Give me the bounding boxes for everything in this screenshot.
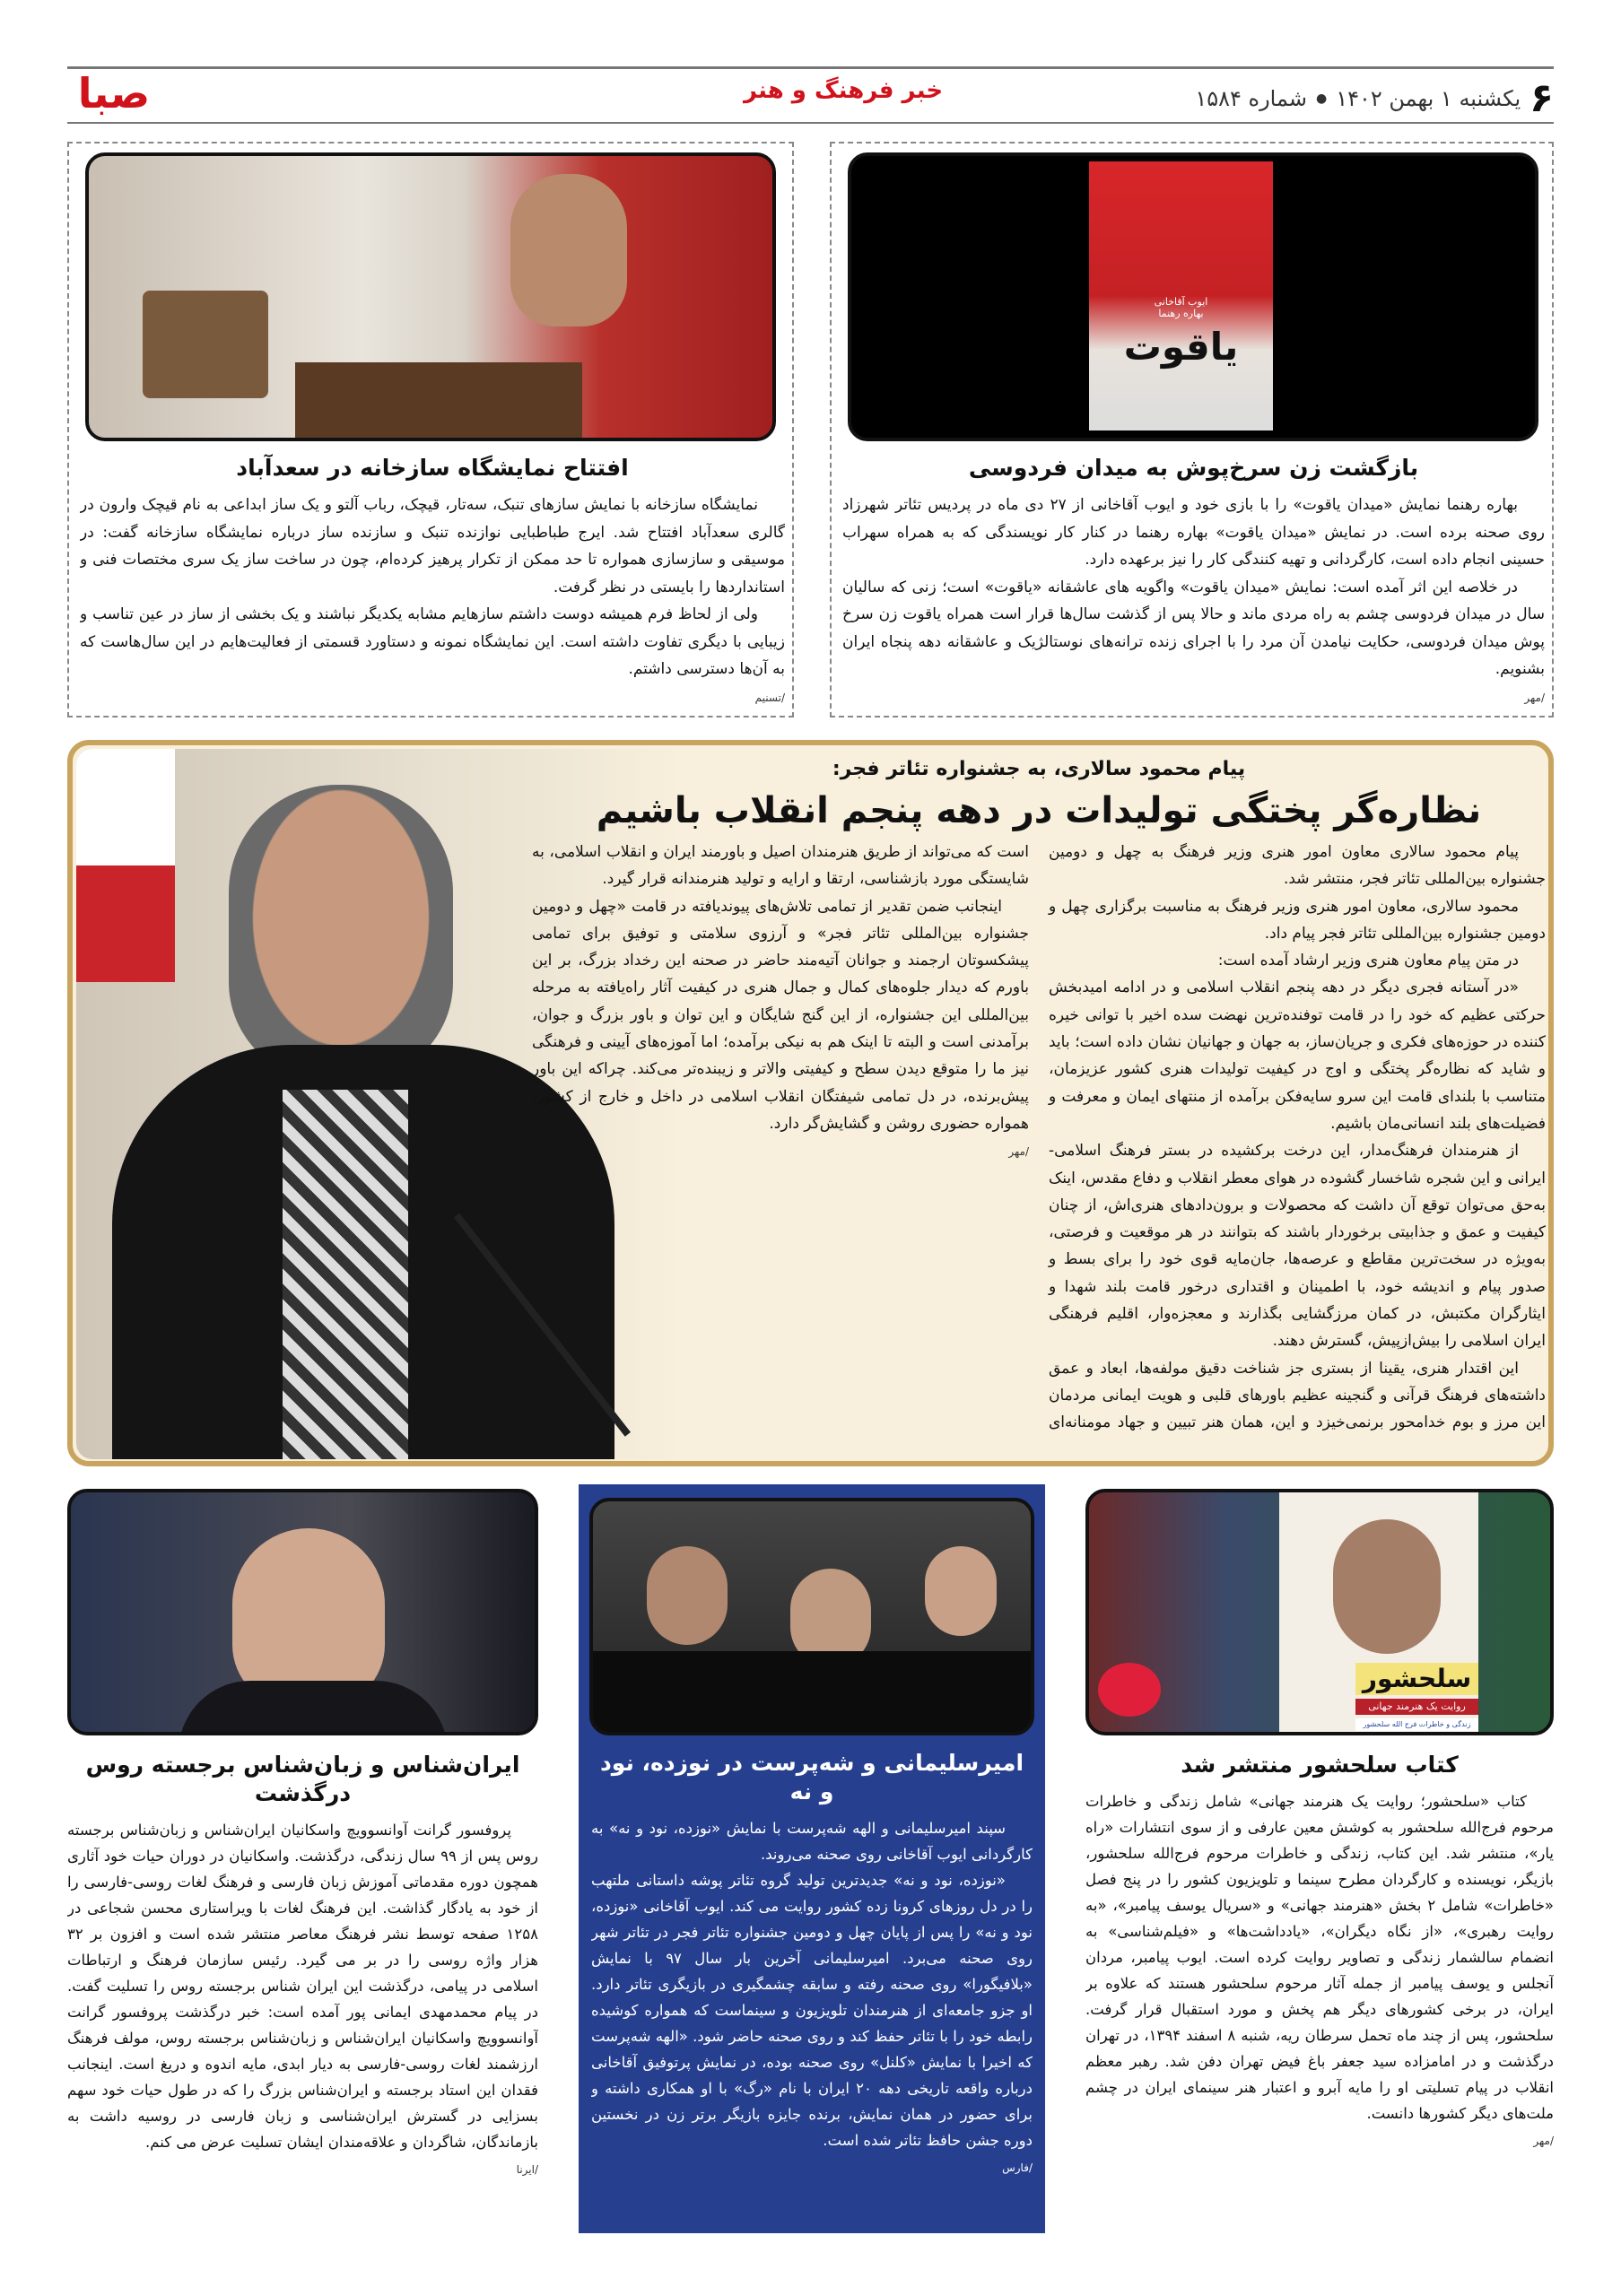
article-title: ایران‌شناس و زبان‌شناس برجسته روس درگذشت [85, 1752, 520, 1806]
actor-face-shape [925, 1546, 997, 1636]
poster-title: یاقوت [1123, 325, 1239, 369]
news-source: /مهر [1008, 1145, 1029, 1159]
paragraph: «در آستانه فجری دیگر در دهه پنجم انقلاب اسلامی و در ادامه امیدبخش حرکتی عظیم که خود را در قامت توفنده‌ترین نهضت سده اخیر با توانی خیره کننده در حوزه‌های فکری و جریان‌ساز، به جهان و جهانیان نشان داده است؛ باید و شاید که نظاره‌گر پختگی و اوج در کیفیت تولیدات هنری کشور عزیزمان، متناسب با بلندای قامت این سرو سایه‌فکن برآمده از منتهای ایمان و معرفت و فضیلت‌های بلند انسانی‌مان باشیم. [1049, 978, 1546, 1133]
article-body [80, 491, 785, 710]
news-source: /تسنیم [754, 691, 785, 704]
paragraph: محمود سالاری، معاون امور هنری وزیر فرهنگ به مناسبت برگزاری چهل و دومین جشنواره بین‌المللی تئاتر فجر پیام داد. [1049, 897, 1546, 943]
man-head-shape [510, 174, 627, 326]
cover-line: زندگی و خاطرات فرج الله سلحشور [1355, 1718, 1478, 1731]
feature-article [67, 740, 1554, 1466]
clothing-shape [593, 1651, 1031, 1732]
article-body [67, 1817, 538, 2231]
wooden-instrument-shape [295, 362, 582, 441]
paragraph: کتاب «سلحشور؛ روایت یک هنرمند جهانی» شامل زندگی و خاطرات مرحوم فرج‌الله سلحشور به کوشش معین عارفی و از سوی انتشارات «راه یار»، منتشر شد. این کتاب، زندگی و خاطرات مرحوم فرج‌الله سلحشور، بازیگر، نویسنده و کارگردان مطرح سینما و تلویزیون کشور را در پنج فصل «خاطرات» شامل ۲ بخش «هنرمند جهانی» و «سریال یوسف پیامبر»، «به روایت رهبری»، «از نگاه دیگران»، «یادداشت‌ها» و «فیلم‌شناسی» به انضمام سالشمار زندگی و تصاویر روایت کرده است. ایوب پیامبر، مردان آنجلس و یوسف پیامبر از جمله آثار مرحوم سلحشور هستند که علاوه بر ایران، در برخی کشورهای دیگر هم پخش و مورد استقبال قرار گرفت. سلحشور، پس از چند ماه تحمل سرطان ریه، شنبه ۸ اسفند ۱۳۹۴، در تهران درگذشت و در امامزاده سید جعفر باغ فیض تهران دفن شد. رهبر معظم انقلاب در پیام تسلیتی او را مایه آبرو و اعتبار هنر سینمای ایران در چشم ملت‌های دیگر کشورها دانست. [1085, 1793, 1554, 2122]
cover-face-shape [1333, 1519, 1441, 1654]
article-body [591, 1815, 1033, 2226]
article-title: بازگشت زن سرخ‌پوش به میدان فردوسی [968, 455, 1419, 481]
paragraph: بهاره رهنما نمایش «میدان یاقوت» را با بازی خود و ایوب آقاخانی از ۲۷ دی ماه در پردیس تئاتر شهرزاد روی صحنه برده است. در نمایش «میدان یاقوت» بهاره رهنما در کنار کار نویسندگی که به همراه سهراب حسینی انجام داده است، کارگردانی و تهیه کنندگی کار را نیز برعهده دارد. [842, 496, 1545, 569]
paragraph: نمایشگاه سازخانه با نمایش سازهای تنبک، سه‌تار، قیچک، رباب آلتو و یک ساز ابداعی به نام قیچک وارون در گالری سعدآباد افتتاح شد. ایرج طباطبایی نوازنده تنبک و سازنده ساز درباره نمایشگاه سازخانه گفت: در موسیقی و سازسازی همواره تا حد ممکن از تکرار پرهیز کرده‌ام، چون در ساخت ساز یک سری مختصات فنی و استانداردها را بایستی در نظر گرفت. [80, 496, 785, 596]
photo-actors [589, 1498, 1034, 1735]
paragraph: در متن پیام معاون هنری وزیر ارشاد آمده است: [1217, 952, 1519, 970]
header-bottom-rule [67, 122, 1554, 124]
poster-name: ایوب آقاخانی [1154, 296, 1208, 308]
article-nineteen [579, 1484, 1045, 2233]
photo-salahshoor-book [1085, 1489, 1554, 1735]
news-source: /مهر [1524, 691, 1545, 704]
article-title: افتتاح نمایشگاه سازخانه در سعدآباد [236, 455, 629, 481]
play-poster [1089, 161, 1273, 430]
paragraph: در خلاصه این اثر آمده است: نمایش «میدان یاقوت» واگویه های عاشقانه «یاقوت» است؛ زنی که سالیان سال در میدان فردوسی چشم به راه مردی ماند و حالا پس از گذشت سال‌ها قرار است همراه یاقوت زن سرخ پوش میدان فردوسی، حکایت نیامدن آن مرد را با اجرای زنده ترانه‌های نوستالژیک و عاشقانه دهه پنجاه ایران بشنویم. [842, 578, 1545, 678]
photo-sazkhaneh [85, 152, 776, 441]
article-yaghout [830, 142, 1554, 718]
suit-shape [179, 1681, 448, 1735]
man-head-shape [229, 785, 453, 1081]
issue-number: شماره ۱۵۸۴ [1195, 85, 1307, 111]
cover-subtitle: روایت یک هنرمند جهانی [1355, 1699, 1478, 1715]
header-top-rule [67, 66, 1554, 69]
article-body [1085, 1788, 1554, 2231]
photo-yaghout-poster [848, 152, 1538, 441]
flower-shape [1098, 1663, 1161, 1717]
issue-date: یکشنبه ۱ بهمن ۱۴۰۲ [1336, 85, 1521, 111]
section-title: خبر فرهنگ و هنر [743, 77, 944, 104]
header-dateline [1195, 75, 1554, 121]
paragraph: از هنرمندان فرهنگ‌مدار، این درخت برکشیده در بستر فرهنگ اسلامی-ایرانی و این شجره شاخسار گشوده در هوای معطر انقلاب و دفاع مقدس، اینک به‌حق می‌توان توقع آن داشت که محصولات و برون‌دادهای هنری‌اش، از چنان کیفیت و عمق و جذابیتی برخوردار باشند که بتوانند در هر موقعیت و فرصتی، به‌ویژه در سخت‌ترین مقاطع و عرصه‌ها، جان‌مایه قوی خود را برای بسط و صدور پیام و اندیشه خود، با اطمینان و اقتداری درخور قامت بلند شهدا و ایثارگران مکتبش، در کمان مرزگشایی بگذارند و معجزه‌وار، اقلیم فرهنگی ایران اسلامی را بیش‌از‌پیش، گسترش دهند. [1049, 1142, 1546, 1351]
paragraph: پیام محمود سالاری معاون امور هنری وزیر فرهنگ به چهل و دومین جشنواره بین‌المللی تئاتر فجر، منتشر شد. [1049, 843, 1546, 889]
instrument-shape [143, 291, 268, 398]
photo-iranologist [67, 1489, 538, 1735]
news-source: /فارس [1002, 2161, 1033, 2174]
feature-kicker: پیام محمود سالاری، به جشنواره تئاتر فجر: [832, 758, 1246, 780]
cover-title: سلحشور [1355, 1663, 1478, 1695]
sweater-pattern [283, 1090, 408, 1459]
poster-name: بهاره رهنما [1158, 308, 1204, 319]
flag-shape [76, 749, 175, 982]
paragraph: ولی از لحاظ فرم همیشه دوست داشتم سازهایم مشابه یکدیگر نباشند و یک بخشی از ساز در عین تناسب و زیبایی با دیگری تفاوت داشته است. این نمایشگاه نمونه و دستاورد قسمتی از فعالیت‌هایم در این سال‌هاست که به آن‌ها دسترسی داشتم. [80, 605, 785, 678]
article-body [842, 491, 1545, 710]
article-title: امیرسلیمانی و شه‌پرست در نوزده، نود و نه [599, 1750, 1024, 1805]
page-number: ۶ [1529, 75, 1554, 121]
feature-title: نظاره‌گر پختگی تولیدات در دهه پنجم انقلاب باشیم [596, 790, 1482, 831]
feature-body [532, 839, 1546, 1461]
paragraph: «نوزده، نود و نه» جدیدترین تولید گروه تئاتر پوشه داستانی ملتهب را در دل روزهای کرونا زده کشور روایت می کند. ایوب آقاخانی «نوزده، نود و نه» را پس از پایان چهل و دومین جشنواره تئاتر فجر در تئاتر شهر روی صحنه می‌برد. امیرسلیمانی آخرین بار سال ۹۷ با نمایش «بلافیگورا» روی صحنه رفته و سابقه چشمگیری در بازیگری تئاتر دارد. او جزو جامعه‌ای از هنرمندان تلویزیون و سینماست که همواره کوشیده رابطه خود را با تئاتر حفظ کند و روی صحنه حاضر شود. «الهه شه‌پرست که اخیرا با نمایش «کلنل» روی صحنه بوده، در نمایش پرتوفیق آقاخانی درباره واقعه تاریخی دهه ۲۰ ایران با نام «رگ» با او همکاری داشته و برای حضور در همان نمایش، برنده جایزه بازیگر برتر زن در نخستین دوره جشن حافظ تئاتر شده است. [591, 1872, 1033, 2149]
news-source: /مهر [1533, 2135, 1554, 2147]
paragraph: این اقتدار هنری، یقینا از بستری جز شناخت دقیق مولفه‌ها، ابعاد و عمق داشته‌های فرهنگ قرآنی و گنجینه عظیم باورهای قلبی و هویت ایمانی مردمان این مرز و بوم خدامحور برنمی‌خیزد و این، همان هنر تبیین و جهاد مومنانه‌ای است که می‌تواند از طریق هنرمندان اصیل و باورمند ایران و انقلاب اسلامی، به شایستگی مورد بازشناسی، ارتقا و ارایه و تولید هنرمندانه قرار گیرد. [532, 843, 1546, 1432]
actor-face-shape [647, 1546, 728, 1645]
bullet-icon: ● [1315, 91, 1328, 106]
article-sazkhaneh [67, 142, 794, 718]
paragraph: پروفسور گرانت آوانسوویچ واسکانیان ایران‌شناس و زبان‌شناس برجسته روس پس از ۹۹ سال زندگی، درگذشت. واسکانیان در دوران حیات خود آثاری همچون دوره مقدماتی آموزش زبان فارسی و فرهنگ لغات روسی-فارسی را از خود به یادگار گذاشت. این فرهنگ لغات با ویراستاری محسن شجاعی در ۱۲۵۸ صفحه توسط نشر فرهنگ معاصر منتشر شده است و افزون بر ۳۲ هزار واژه روسی را در بر می گیرد. رئیس سازمان فرهنگ و ارتباطات اسلامی در پیامی، درگذشت این ایران شناس برجسته روس را تسلیت گفت. در پیام محمدمهدی ایمانی پور آمده است: خبر درگذشت پروفسور گرانت آوانسوویچ واسکانیان ایران‌شناس و زبان‌شناس برجسته روس، مولف فرهنگ ارزشمند لغات روسی-فارسی به دیار ابدی، مایه اندوه و دریغ است. اینجانب فقدان این استاد برجسته و ایران‌شناس بزرگ را که در طول حیات خود سهم بسزایی در گسترش ایران‌شناسی و زبان فارسی در روسیه داشت به بازماندگان، شاگردان و علاقه‌مندان ایشان تسلیت عرض می کنم. [67, 1822, 538, 2151]
paragraph: سپند امیرسلیمانی و الهه شه‌پرست با نمایش «نوزده، نود و نه» به کارگردانی ایوب آقاخانی روی صحنه می‌روند. [591, 1820, 1033, 1863]
news-source: /ایرنا [516, 2163, 538, 2176]
paragraph: اینجانب ضمن تقدیر از تمامی تلاش‌های پیوندیافته در قامت «چهل و دومین جشنواره بین‌المللی تئاتر فجر» و آرزوی سلامتی و توفیق برای تمامی پیشکسوتان ارجمند و جوانان آتیه‌مند حاضر در صحنه این رخداد بزرگ، بر این باورم که دیدار جلوه‌های کمال و جمال هنری در کیفیت آثار راه‌یافته به مرحله بین‌المللی این جشنواره، از این گنج شایگان و این توان و باور بزرگ و جوان، برآمدنی است و البته تا اینک هم به نیکی برآمده؛ اما آموزه‌های آیینی و فرهنگی نیز ما را متوقع دیدن سطح و کیفیتی والاتر و زیبنده‌تر می‌کند. چراکه این باور پیش‌برنده، در دل تمامی شیفتگان انقلاب اسلامی در داخل و خارج از کشور، همواره حضوری روشن و گشایش‌گر دارد. [532, 897, 1029, 1133]
article-title: کتاب سلحشور منتشر شد [1181, 1752, 1459, 1778]
book-cover [1279, 1492, 1478, 1735]
newspaper-logo: صبا [77, 69, 151, 117]
